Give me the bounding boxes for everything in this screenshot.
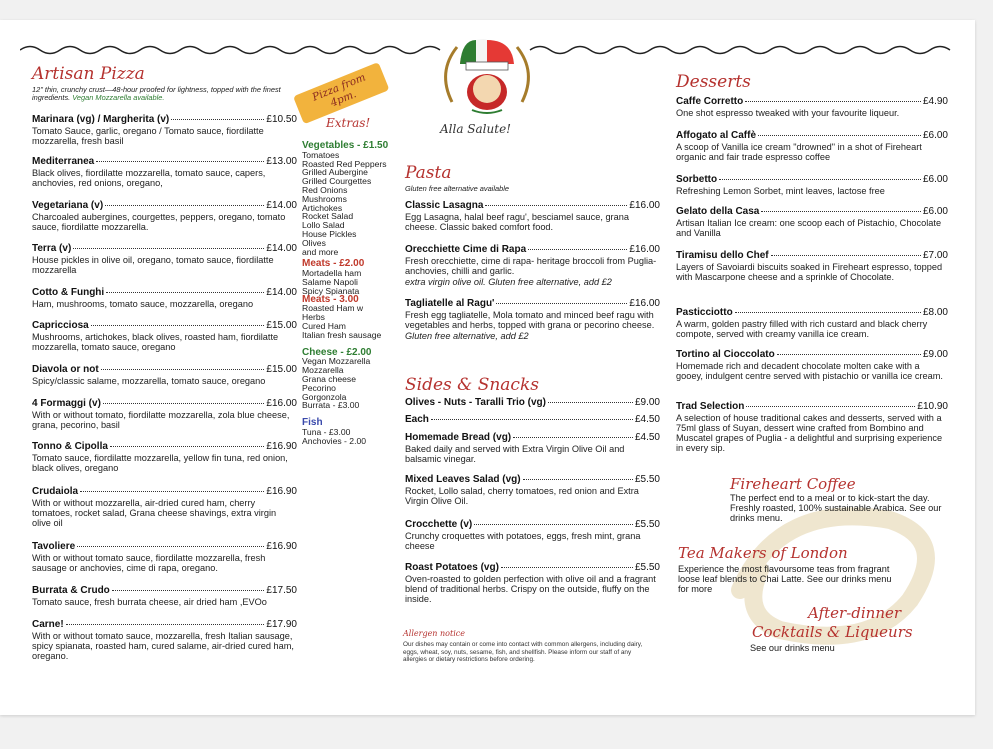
cocktails-text: See our drinks menu (750, 643, 835, 653)
menu-item-price: £15.00 (266, 364, 297, 375)
menu-item-description: Layers of Savoiardi biscuits soaked in Fireheart espresso, topped with Mascarpone cheese and a sprinkle of Chocolate. (676, 262, 943, 282)
menu-item-row (676, 251, 948, 261)
menu-item-name: Terra (v) (32, 243, 72, 254)
extras-line: Mortadella ham (302, 268, 362, 279)
dot-leader (77, 546, 264, 547)
menu-item-description: Tomato sauce, fiordilatte mozzarella, yellow fin tuna, red onion, black olives, oregano (32, 453, 288, 473)
menu-item (32, 586, 297, 607)
menu-item (32, 542, 297, 573)
pasta-note: Gluten free alternative available (405, 184, 509, 193)
menu-item-name: Pasticciotto (676, 307, 733, 318)
menu-item-price: £16.00 (629, 200, 660, 211)
menu-item-description: A scoop of Vanilla ice cream "drowned" in a shot of Fireheart organic and fair trade espresso coffee (676, 142, 922, 162)
menu-item-description: Spicy/classic salame, mozzarella, tomato sauce, oregano (32, 376, 266, 386)
logo (432, 32, 542, 136)
menu-item-description: Fresh orecchiette, cime di rapa- heritage broccoli from Puglia- anchovies, chilli and garlic. (405, 256, 657, 276)
menu-item-price: £16.00 (629, 244, 660, 255)
menu-item-name: Carne! (32, 619, 64, 630)
menu-item-name: 4 Formaggi (v) (32, 398, 101, 409)
menu-item-row (405, 433, 660, 443)
dot-leader (106, 292, 264, 293)
menu-item-name: Tonno & Cipolla (32, 441, 108, 452)
dot-leader (513, 437, 633, 438)
extras-line: Olives (302, 237, 326, 248)
menu-item-description: A selection of house traditional cakes and desserts, served with a 75ml glass of Suyan, dessert wine crafted from Bombino and Muscatel grapes of Puglia - a delightful and surprising experience in every sip. (676, 413, 943, 453)
menu-item-price: £14.00 (266, 243, 297, 254)
menu-item-row (405, 475, 660, 485)
menu-item-price: £6.00 (922, 206, 948, 217)
dot-leader (777, 354, 921, 355)
pizza-intro-vegan: Vegan Mozzarella available. (72, 93, 165, 102)
extras-line: Grilled Aubergine (302, 167, 368, 178)
menu-item (676, 175, 948, 196)
extras-line: Burrata - £3.00 (302, 400, 360, 411)
menu-item (676, 402, 948, 453)
extras-line: Rocket Salad (302, 211, 354, 222)
menu-item (32, 288, 297, 309)
sides-title: Sides & Snacks (405, 375, 539, 395)
menu-item-name: Capricciosa (32, 320, 89, 331)
cheese-list (302, 357, 400, 410)
extras-line: Herbs (302, 312, 325, 323)
menu-item-description: Artisan Italian Ice cream: one scoop each of Pistachio, Chocolate and Vanilla (676, 218, 942, 238)
menu-item-price: £17.90 (266, 619, 297, 630)
menu-item-row (676, 131, 948, 141)
extras-line: Mozzarella (302, 365, 344, 376)
dot-leader (719, 179, 921, 180)
dot-leader (103, 403, 265, 404)
menu-item-description: One shot espresso tweaked with your favourite liqueur. (676, 108, 900, 118)
extras-title: Extras! (326, 116, 371, 130)
menu-item-name: Diavola or not (32, 364, 99, 375)
extras-line: Tomatoes (302, 149, 340, 160)
extras-line: Artichokes (302, 202, 343, 213)
menu-item (405, 415, 660, 425)
menu-item-price: £16.90 (266, 486, 297, 497)
menu-item-description: Refreshing Lemon Sorbet, mint leaves, lactose free (676, 186, 885, 196)
menu-item-name: Crocchette (v) (405, 519, 473, 530)
extras-line: Roasted Red Peppers (302, 158, 387, 169)
extras-line: Pecorino (302, 382, 336, 393)
menu-item-price: £17.50 (266, 585, 297, 596)
menu-item-row (676, 175, 948, 185)
menu-item (405, 398, 660, 408)
menu-item-name: Trad Selection (676, 401, 745, 412)
menu-item-name: Tavoliere (32, 541, 76, 552)
extras-line: Anchovies - 2.00 (302, 435, 367, 446)
menu-item (676, 251, 948, 282)
menu-item-price: £15.00 (266, 320, 297, 331)
fish-list (302, 428, 400, 446)
menu-item-price: £5.50 (634, 562, 660, 573)
dot-leader (105, 205, 264, 206)
menu-item-name: Crudaiola (32, 486, 79, 497)
menu-item-row (405, 245, 660, 255)
extras-line: Italian fresh sausage (302, 329, 382, 340)
pizza-time-text: Pizza from 4pm. (293, 62, 390, 124)
menu-item-description: Tomato sauce, fresh burrata cheese, air dried ham ,EVOo (32, 597, 267, 607)
menu-item (676, 97, 948, 118)
menu-item-price: £4.50 (634, 432, 660, 443)
fish-head: Fish (302, 417, 323, 429)
menu-item-price: £14.00 (266, 287, 297, 298)
menu-item-row (676, 207, 948, 217)
menu-item-name: Roast Potatoes (vg) (405, 562, 499, 573)
menu-item (676, 308, 948, 339)
menu-item-description: Charcoaled aubergines, courgettes, peppers, oregano, tomato sauce, fiordilatte mozzarella. (32, 212, 286, 232)
menu-item-row (405, 520, 660, 530)
menu-item (676, 131, 948, 162)
dot-leader (746, 406, 915, 407)
menu-item-description: Oven-roasted to golden perfection with olive oil and a fragrant blend of traditional herbs. Crispy on the outside, fluffy on the inside. (405, 574, 656, 604)
menu-item (32, 620, 297, 661)
extras-line: Gorgonzola (302, 391, 347, 402)
dot-leader (528, 249, 627, 250)
dot-leader (745, 101, 921, 102)
pizza-intro-text: 12" thin, crunchy crust—48-hour proofed for lightness, topped with the finest ingredients. (32, 85, 281, 102)
dot-leader (735, 312, 921, 313)
extras-line: Red Onions (302, 184, 348, 195)
menu-item-row (405, 398, 660, 408)
menu-item (405, 520, 660, 551)
pizza-title: Artisan Pizza (32, 64, 145, 84)
extras-line: Lollo Salad (302, 220, 345, 231)
menu-item-name: Gelato della Casa (676, 206, 760, 217)
menu-item-description: A warm, golden pastry filled with rich custard and black cherry compote, served with creamy vanilla ice cream. (676, 319, 928, 339)
menu-item-row (32, 399, 297, 409)
menu-item-description: Tomato Sauce, garlic, oregano / Tomato sauce, fiordilatte mozzarella, fresh basil (32, 126, 264, 146)
allergen-title: Allergen notice (403, 629, 465, 638)
menu-item-row (676, 308, 948, 318)
menu-item-price: £10.50 (266, 114, 297, 125)
dot-leader (96, 161, 264, 162)
menu-item-description: With or without tomato sauce, fiordilatte mozzarella, fresh sausage or anchovies, cime di rapa, oregano. (32, 553, 266, 573)
menu-item-row (32, 620, 297, 630)
dot-leader (110, 446, 264, 447)
menu-item-price: £16.90 (266, 441, 297, 452)
menu-item-price: £4.90 (922, 96, 948, 107)
tea-title: Tea Makers of London (678, 544, 848, 562)
menu-item-row (32, 157, 297, 167)
menu-item-name: Sorbetto (676, 174, 718, 185)
dot-leader (101, 369, 265, 370)
menu-item-description: Baked daily and served with Extra Virgin Olive Oil and balsamic vinegar. (405, 444, 625, 464)
desserts-title: Desserts (676, 72, 751, 92)
menu-item-price: £9.00 (634, 397, 660, 408)
menu-item-price: £16.00 (629, 298, 660, 309)
dot-leader (761, 211, 921, 212)
menu-item-price: £5.50 (634, 519, 660, 530)
menu-item-description: With or without tomato sauce, mozzarella, fresh Italian sausage, spicy spianata, roasted ham, cured salame, air-dried cured ham, oregano. (32, 631, 294, 661)
dot-leader (73, 248, 264, 249)
menu-item (32, 487, 297, 528)
menu-item (405, 245, 660, 287)
menu-item-price: £16.90 (266, 541, 297, 552)
menu-item (405, 475, 660, 506)
menu-item-row (676, 350, 948, 360)
meats2-head: Meats - £2.00 (302, 258, 365, 270)
dot-leader (501, 567, 633, 568)
dot-leader (66, 624, 265, 625)
menu-item-description: Homemade rich and decadent chocolate molten cake with a gooey, indulgent centre served with pistachio or vanilla ice cream. (676, 361, 943, 381)
menu-item-row (32, 321, 297, 331)
dot-leader (431, 419, 633, 420)
dot-leader (112, 590, 265, 591)
dot-leader (80, 491, 264, 492)
allergen-text: Our dishes may contain or come into contact with common allergens, including dairy, eggs, wheat, soy, nuts, sesame, fish, and shellfish. Please inform our staff of any allergies or dietary restrictions before ordering. (403, 641, 643, 664)
menu-item-name: Classic Lasagna (405, 200, 484, 211)
vegetables-head: Vegetables - £1.50 (302, 140, 389, 151)
menu-item (405, 201, 660, 232)
cocktails-title-1: After-dinner (808, 604, 902, 622)
menu-item (676, 207, 948, 238)
menu-item-name: Tiramisu dello Chef (676, 250, 769, 261)
logo-tagline: Alla Salute! (440, 122, 511, 136)
menu-item-description: Fresh egg tagliatelle, Mola tomato and minced beef ragu with vegetables and herbs, topped with grana or pecorino cheese. (405, 310, 655, 330)
meats3-head: Meats - 3.00 (302, 293, 359, 305)
extras-line: Roasted Ham w (302, 303, 364, 314)
menu-item-description: Black olives, fiordilatte mozzarella, tomato sauce, capers, anchovies, red onions, oregano, (32, 168, 266, 188)
extras-line: Vegan Mozzarella (302, 356, 371, 367)
menu-item-row (405, 563, 660, 573)
pizza-intro (32, 86, 307, 102)
extras-line: Tuna - £3.00 (302, 426, 351, 437)
menu-item (676, 350, 948, 381)
menu-item-description: House pickles in olive oil, oregano, tomato sauce, fiordilatte mozzarella (32, 255, 274, 275)
chef-hat-logo-icon (432, 32, 542, 116)
menu-item (405, 299, 660, 341)
menu-item (405, 563, 660, 604)
menu-item-description-note: Gluten free alternative, add £2 (405, 331, 529, 341)
dot-leader (474, 524, 633, 525)
menu-item-name: Mixed Leaves Salad (vg) (405, 474, 521, 485)
menu-item-name: Orecchiette Cime di Rapa (405, 244, 527, 255)
menu-item-name: Affogato al Caffè (676, 130, 756, 141)
menu-item-row (676, 402, 948, 412)
menu-item-description: Mushrooms, artichokes, black olives, roasted ham, fiordilatte mozzarella, tomato sauce, oregano (32, 332, 279, 352)
menu-item-name: Olives - Nuts - Taralli Trio (vg) (405, 397, 546, 408)
menu-item-row (32, 365, 297, 375)
menu-item-row (676, 97, 948, 107)
menu-item-price: £8.00 (922, 307, 948, 318)
menu-item-name: Caffe Corretto (676, 96, 744, 107)
menu-item-name: Tagliatelle al Ragu' (405, 298, 495, 309)
menu-item (32, 321, 297, 352)
menu-item-description: With or without mozzarella, air-dried cured ham, cherry tomatoes, rocket salad, Grana cheese shavings, extra virgin olive oil (32, 498, 277, 528)
meats3-list (302, 304, 400, 339)
menu-item-description: Rocket, Lollo salad, cherry tomatoes, red onion and Extra Virgin Olive Oil. (405, 486, 639, 506)
menu-item-name: Mediterranea (32, 156, 95, 167)
menu-item (405, 433, 660, 464)
menu-item-name: Vegetariana (v) (32, 200, 104, 211)
menu-item-description: Ham, mushrooms, tomato sauce, mozzarella, oregano (32, 299, 254, 309)
menu-item-row (405, 299, 660, 309)
menu-item-row (405, 415, 660, 425)
menu-item-row (32, 442, 297, 452)
menu-item-row (32, 586, 297, 596)
menu-item-price: £4.50 (634, 414, 660, 425)
menu-item-price: £6.00 (922, 130, 948, 141)
menu-item-row (32, 487, 297, 497)
menu-item-price: £6.00 (922, 174, 948, 185)
vegetables-list (302, 151, 400, 257)
dot-leader (485, 205, 627, 206)
dot-leader (758, 135, 921, 136)
dot-leader (171, 119, 264, 120)
coffee-text: The perfect end to a meal or to kick-start the day. Freshly roasted, 100% sustainable Arabica. See our drinks menu. (730, 493, 942, 523)
menu-item (32, 442, 297, 473)
extras-line: Grana cheese (302, 373, 356, 384)
menu-item-name: Cotto & Funghi (32, 287, 105, 298)
extras-line: Cured Ham (302, 320, 346, 331)
pasta-title: Pasta (405, 163, 452, 183)
menu-item-row (32, 115, 297, 125)
dot-leader (91, 325, 265, 326)
dot-leader (548, 402, 633, 403)
menu-item-row (32, 288, 297, 298)
cocktails-title-2: Cocktails & Liqueurs (752, 623, 913, 641)
cheese-head: Cheese - £2.00 (302, 346, 372, 358)
extras-line: House Pickles (302, 228, 357, 239)
menu-item-price: £7.00 (922, 250, 948, 261)
coffee-title: Fireheart Coffee (730, 475, 856, 493)
menu-item (32, 244, 297, 275)
menu-item-price: £5.50 (634, 474, 660, 485)
menu-item-name: Burrata & Crudo (32, 585, 110, 596)
tea-text: Experience the most flavoursome teas from fragrant loose leaf blends to Chai Latte. See our drinks menu for more (678, 564, 892, 594)
menu-item-description: Crunchy croquettes with potatoes, eggs, fresh mint, grana cheese (405, 531, 641, 551)
menu-item (32, 201, 297, 232)
menu-item-name: Homemade Bread (vg) (405, 432, 512, 443)
menu-item-description: Egg Lasagna, halal beef ragu', besciamel sauce, grana cheese. Classic baked comfort food. (405, 212, 629, 232)
menu-item-row (32, 244, 297, 254)
dot-leader (523, 479, 633, 480)
extras-list (302, 142, 400, 446)
menu-item (32, 157, 297, 188)
menu-item-price: £9.00 (922, 349, 948, 360)
menu-item-description-note: extra virgin olive oil. Gluten free alternative, add £2 (405, 277, 612, 287)
menu-item-row (405, 201, 660, 211)
menu-item-name: Each (405, 414, 429, 425)
menu-item (32, 399, 297, 430)
menu-item-name: Marinara (vg) / Margherita (v) (32, 114, 170, 125)
menu-item-price: £10.90 (917, 401, 948, 412)
menu-item (32, 365, 297, 386)
extras-line: Grilled Courgettes (302, 176, 372, 187)
dot-leader (771, 255, 921, 256)
dot-leader (496, 303, 627, 304)
menu-item-description: With or without tomato, fiordilatte mozzarella, zola blue cheese, grana, pecorino, basil (32, 410, 290, 430)
menu-sheet (0, 20, 975, 715)
extras-line: and more (302, 246, 339, 257)
meats2-list (302, 269, 400, 295)
menu-item (32, 115, 297, 146)
extras-line: Spicy Spianata (302, 285, 360, 296)
menu-item-name: Tortino al Cioccolato (676, 349, 775, 360)
extras-line: Salame Napoli (302, 276, 358, 287)
menu-item-row (32, 201, 297, 211)
extras-line: Mushrooms (302, 193, 347, 204)
menu-item-price: £14.00 (266, 200, 297, 211)
menu-item-price: £13.00 (266, 156, 297, 167)
menu-item-price: £16.00 (266, 398, 297, 409)
menu-item-row (32, 542, 297, 552)
